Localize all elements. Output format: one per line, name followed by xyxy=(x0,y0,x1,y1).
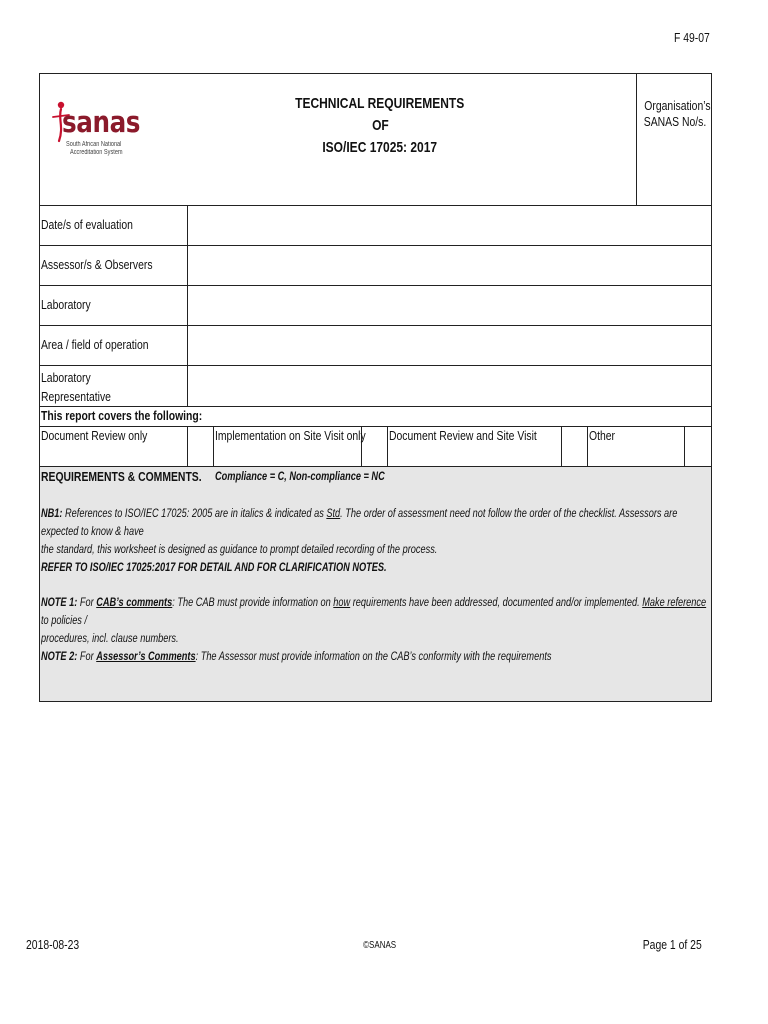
requirements-heading: REQUIREMENTS & COMMENTS. xyxy=(41,469,202,484)
laboratory-field[interactable] xyxy=(188,286,711,325)
checkbox-document-review-only[interactable] xyxy=(188,427,213,466)
checkbox-implementation-on-site-visit-only[interactable] xyxy=(362,427,387,466)
dates-of-evaluation-label: Date/s of evaluation xyxy=(41,217,133,232)
option-other: Other xyxy=(589,428,616,443)
checkbox-document-review-and-site-visit[interactable] xyxy=(562,427,587,466)
logo-wordmark: sanas xyxy=(62,105,141,139)
row-divider xyxy=(39,466,712,467)
laboratory-representative-field[interactable] xyxy=(188,366,711,406)
option-document-review-only: Document Review only xyxy=(41,428,148,443)
logo-subtitle: South African National Accreditation System xyxy=(66,141,123,156)
coverage-heading: This report covers the following: xyxy=(41,408,203,423)
refer-note: REFER TO ISO/IEC 17025:2017 FOR DETAIL AND FOR CLARIFICATION NOTES. xyxy=(41,562,387,574)
area-field-of-operation-field[interactable] xyxy=(188,326,711,365)
dates-of-evaluation-field[interactable] xyxy=(188,206,711,245)
note-1: NOTE 1: For CAB’s comments: The CAB must provide information on how requirements have been addressed, documented and/or implemented. Make reference to policies / procedures, incl. clause numbers. xyxy=(41,597,707,645)
document-title: TECHNICAL REQUIREMENTS OF ISO/IEC 17025: 2017 xyxy=(295,95,465,156)
column-divider xyxy=(587,426,588,467)
column-divider xyxy=(213,426,214,467)
checkbox-other[interactable] xyxy=(685,427,711,466)
form-number: F 49-07 xyxy=(674,30,710,45)
assessors-observers-label: Assessor/s & Observers xyxy=(41,257,153,272)
area-field-of-operation-label: Area / field of operation xyxy=(41,337,149,352)
compliance-legend: Compliance = C, Non-compliance = NC xyxy=(215,471,385,483)
footer-page-number: Page 1 of 25 xyxy=(643,937,702,952)
row-divider xyxy=(39,406,712,407)
note-2: NOTE 2: For Assessor’s Comments: The Assessor must provide information on the CAB’s conformity with the requirements xyxy=(41,651,552,663)
organisation-sanas-no-label: Organisation’s SANAS No/s. xyxy=(643,98,711,129)
column-divider xyxy=(636,73,637,206)
footer-copyright: ©SANAS xyxy=(363,940,397,951)
laboratory-representative-label: Laboratory Representative xyxy=(41,370,111,404)
sanas-logo xyxy=(48,97,148,167)
laboratory-label: Laboratory xyxy=(41,297,91,312)
nb1-note: NB1: References to ISO/IEC 17025: 2005 are in italics & indicated as Std. The order of assessment need not follow the order of the checklist. Assessors are expected to know & have the standard, this worksheet is designed as guidance to prompt detailed recording of the process. xyxy=(41,508,678,556)
footer-date: 2018-08-23 xyxy=(26,937,80,952)
option-implementation-on-site-visit-only: Implementation on Site Visit only xyxy=(215,428,366,443)
assessors-observers-field[interactable] xyxy=(188,246,711,285)
option-document-review-and-site-visit: Document Review and Site Visit xyxy=(389,428,537,443)
